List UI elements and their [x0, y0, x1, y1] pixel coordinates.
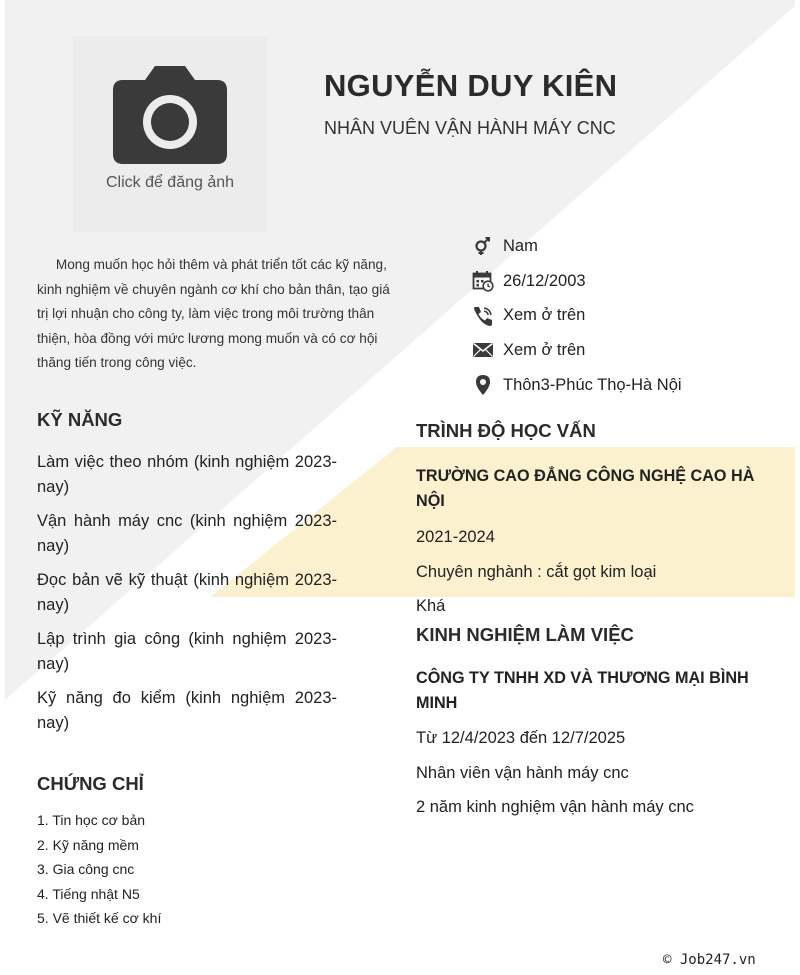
career-objective: [37, 253, 403, 376]
certificate-item: 2. Kỹ năng mềm: [37, 836, 139, 853]
skill-item: Làm việc theo nhóm (kinh nghiệm 2023- nay): [37, 453, 337, 496]
skill-item: Đọc bản vẽ kỹ thuật (kinh nghiệm 2023- nay): [37, 571, 337, 614]
contact-birthday: [472, 264, 682, 299]
experience-role: Nhân viên vận hành máy cnc: [416, 763, 629, 782]
photo-upload-label: Click để đăng ảnh: [105, 174, 235, 191]
footer-copyright: © Job247.vn: [663, 952, 756, 968]
address-value: Thôn3-Phúc Thọ-Hà Nội: [503, 375, 682, 394]
birthday-value: 26/12/2003: [503, 271, 586, 290]
certificates-list: [37, 808, 161, 931]
candidate-name: NGUYỄN DUY KIÊN: [324, 68, 618, 103]
phone-value: Xem ở trên: [503, 306, 586, 325]
certificate-item: 4. Tiếng nhật N5: [37, 885, 140, 902]
school-name: TRƯỜNG CAO ĐẲNG CÔNG NGHỆ CAO HÀ NỘI: [416, 467, 755, 510]
contact-email: [472, 333, 682, 368]
skill-item: Vận hành máy cnc (kinh nghiệm 2023- nay): [37, 512, 337, 555]
gender-icon: [472, 235, 494, 257]
skill-item: Lập trình gia công (kinh nghiệm 2023- nay): [37, 630, 337, 673]
education-major: Chuyên nghành : cắt gọt kim loại: [416, 562, 657, 581]
experience-period: Từ 12/4/2023 đến 12/7/2025: [416, 729, 626, 747]
education-title: TRÌNH ĐỘ HỌC VẤN: [416, 420, 596, 441]
skills-list: [37, 450, 337, 745]
location-pin-icon: [472, 374, 494, 396]
contact-gender: [472, 229, 682, 264]
candidate-position: NHÂN VUÊN VẬN HÀNH MÁY CNC: [324, 118, 616, 138]
experience-entry: [416, 666, 776, 825]
gender-value: Nam: [503, 236, 538, 255]
contact-info: [472, 229, 682, 402]
skills-title: KỸ NĂNG: [37, 409, 123, 430]
contact-phone: [472, 298, 682, 333]
email-value: Xem ở trên: [503, 340, 586, 359]
envelope-icon: [472, 339, 494, 361]
certificate-item: 5. Vẽ thiết kế cơ khí: [37, 910, 162, 927]
certificate-item: 1. Tin học cơ bản: [37, 812, 146, 828]
experience-description: 2 năm kinh nghiệm vận hành máy cnc: [416, 798, 694, 817]
career-objective-text: Mong muốn học hỏi thêm và phát triển tốt các kỹ năng, kinh nghiệm về chuyên ngành cơ khí cho bản thân, tạo giá trị lợi nhuận cho công ty, làm việc trong môi trường thân thiện, hòa đồng với mức lương mong muốn và có cơ hội thăng tiến trong công việc.: [37, 257, 390, 371]
company-name: CÔNG TY TNHH XD VÀ THƯƠNG MẠI BÌNH MINH: [416, 669, 749, 712]
certificates-title: CHỨNG CHỈ: [37, 773, 144, 794]
phone-icon: [472, 305, 494, 327]
photo-upload[interactable]: [73, 36, 267, 232]
education-entry: [416, 464, 786, 624]
education-period: 2021-2024: [416, 528, 495, 546]
education-grade: Khá: [416, 597, 446, 616]
contact-address: [472, 368, 682, 403]
certificate-item: 3. Gia công cnc: [37, 861, 135, 878]
camera-icon: [111, 64, 229, 166]
experience-title: KINH NGHIỆM LÀM VIỆC: [416, 624, 634, 645]
calendar-icon: [472, 270, 494, 292]
skill-item: Kỹ năng đo kiểm (kinh nghiệm 2023- nay): [37, 689, 337, 732]
